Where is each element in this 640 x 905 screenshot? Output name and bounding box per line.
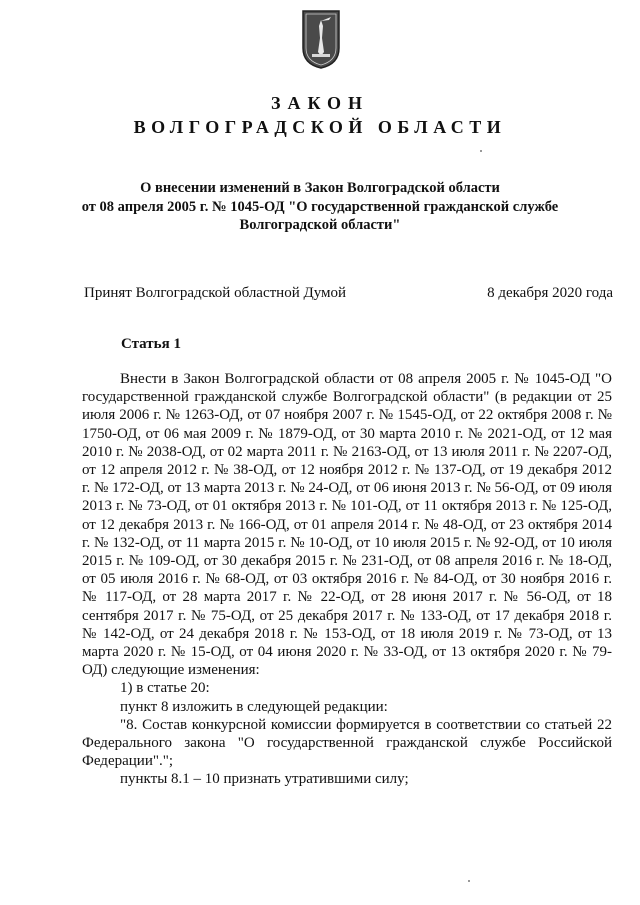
region-title: ВОЛГОГРАДСКОЙ ОБЛАСТИ	[133, 117, 507, 137]
law-title: ЗАКОН	[270, 93, 370, 113]
subject-line-2: от 08 апреля 2005 г. № 1045-ОД "О государственной гражданской службе	[81, 198, 559, 215]
item-1a: пункт 8 изложить в следующей редакции:	[120, 698, 388, 715]
scan-speck	[468, 880, 470, 882]
intro-paragraph: Внести в Закон Волгоградской области от 08 апреля 2005 г. № 1045-ОД "О государственной гражданской службе Волгоградской области" (в редакции от 25 июля 2006 г. № 1263-ОД, от 07 ноября 2007 г. № 1545-ОД, от 22 октября 2008 г. № 1750-ОД, от 06 мая 2009 г. № 1879-ОД, от 30 марта 2010 г. № 2021-ОД, от 12 мая 2010 г. № 2038-ОД, от 02 марта 2011 г. № 2163-ОД, от 13 июля 2011 г. № 2207-ОД, от 12 апреля 2012 г. № 38-ОД, от 12 ноября 2012 г. № 137-ОД, от 19 декабря 2012 г. № 172-ОД, от 13 марта 2013 г. № 24-ОД, от 06 июня 2013 г. № 56-ОД, от 09 июля 2013 г. № 73-ОД, от 01 октября 2013 г. № 101-ОД, от 11 октября 2013 г. № 125-ОД, от 12 декабря 2013 г. № 166-ОД, от 01 апреля 2014 г. № 48-ОД, от 23 октября 2014 г. № 132-ОД, от 11 марта 2015 г. № 10-ОД, от 10 июля 2015 г. № 92-ОД, от 10 июля 2015 г. № 109-ОД, от 30 декабря 2015 г. № 231-ОД, от 08 апреля 2016 г. № 18-ОД, от 05 июля 2016 г. № 68-ОД, от 03 октября 2016 г. № 84-ОД, от 30 ноября 2016 г. № 117-ОД, от 28 марта 2017 г. № 22-ОД, от 28 июня 2017 г. № 56-ОД, от 18 сентября 2017 г. № 75-ОД, от 25 декабря 2017 г. № 133-ОД, от 17 декабря 2018 г. № 142-ОД, от 24 декабря 2018 г. № 153-ОД, от 18 июля 2019 г. № 73-ОД, от 13 марта 2020 г. № 15-ОД, от 04 июня 2020 г. № 33-ОД, от 13 октября 2020 г. № 79-ОД) следующие изменения:	[82, 371, 612, 679]
law-subject	[80, 179, 560, 235]
scan-speck	[480, 150, 482, 152]
coat-of-arms-icon	[300, 8, 342, 70]
subject-line-3: Волгоградской области"	[239, 217, 401, 233]
article-body	[82, 370, 612, 789]
article-heading: Статья 1	[121, 336, 181, 352]
item-1b: пункты 8.1 – 10 признать утратившими силу;	[120, 771, 409, 788]
quote-paragraph: "8. Состав конкурсной комиссии формируется в соответствии со статьей 22 Федерального закона "О государственной гражданской службе Российской Федерации".";	[82, 716, 612, 770]
adoption-date: 8 декабря 2020 года	[487, 285, 613, 301]
adopted-by: Принят Волгоградской областной Думой	[84, 285, 347, 301]
subject-line-1: О внесении изменений в Закон Волгоградской области	[140, 180, 500, 196]
item-1: 1) в статье 20:	[120, 680, 210, 697]
